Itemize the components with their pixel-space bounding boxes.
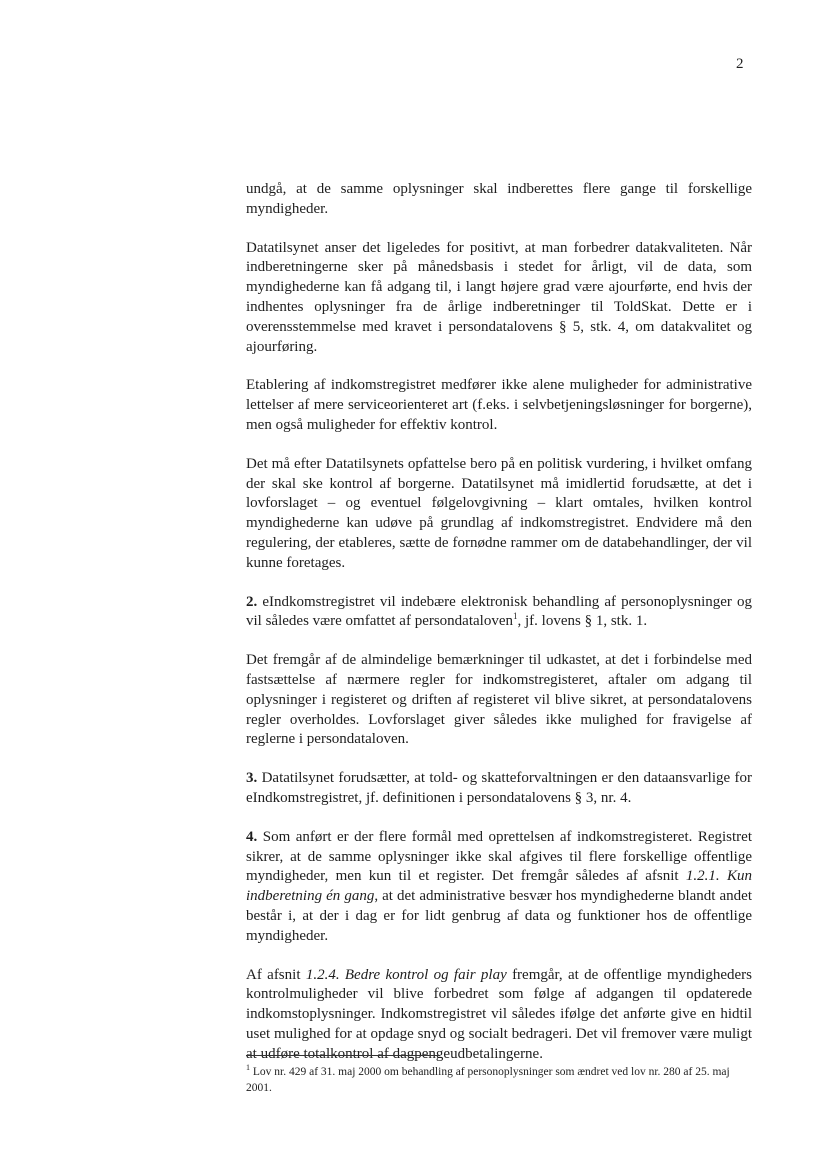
paragraph-text: , at det administrative besvær hos myndighederne blandt andet består i, at der i dag er for lidt genbrug af data og funktioner hos de offentlige myndigheder. bbox=[246, 888, 752, 944]
paragraph: Datatilsynet anser det ligeledes for positivt, at man forbedrer datakvaliteten. Når indberetningerne sker på månedsbasis i stedet for årligt, vil de data, som myndighederne kan få adgang til, i langt højere grad være ajourførte, end hvis der indhentes oplysninger fra de årlige indberetninger til ToldSkat. Dette er i overensstemmelse med kravet i persondatalovens § 5, stk. 4, om datakvalitet og ajourføring. bbox=[246, 239, 752, 355]
section-number: 2. bbox=[246, 593, 258, 610]
paragraph: Det må efter Datatilsynets opfattelse bero på en politisk vurdering, i hvilket omfang der skal ske kontrol af borgerne. Datatilsynet må imidlertid forudsætte, at det i lovforslaget – og eventuel følgelovgivning – klart omtales, hvilken kontrol myndighederne kan udøve på grundlag af indkomstregistret. Endvidere må den regulering, der etableres, sætte de fornødne rammer om de databehandlinger, der vil kunne foretages. bbox=[246, 455, 752, 571]
paragraph-text: eIndkomstregistret vil indebære elektronisk behandling af personoplysninger og vil således være omfattet af persondataloven bbox=[246, 593, 752, 630]
paragraph: Det fremgår af de almindelige bemærkninger til udkastet, at det i forbindelse med fastsættelse af nærmere regler for indkomstregisteret, aftaler om adgang til oplysninger i registeret og driften af registeret vil blive sikret, at persondatalovens regler overholdes. Lovforslaget giver således ikke mulighed for fravigelse af reglerne i persondataloven. bbox=[246, 652, 752, 748]
footnote bbox=[246, 1064, 746, 1096]
paragraph bbox=[246, 769, 752, 809]
footnote-reference[interactable]: 1 bbox=[513, 611, 518, 622]
paragraph-text: fremgår, at de offentlige myndigheders kontrolmuligheder vil blive forbedret som følge af adgangen til opdaterede indkomstoplysninger. Indkomstregistret vil således ifølge det anførte give en hidtil uset mulighed for at opdage snyd og socialt bedrageri. Det vil fremover være muligt at udføre totalkontrol af dagpengeudbetalingerne. bbox=[246, 966, 752, 1062]
paragraph-text: , jf. lovens § 1, stk. 1. bbox=[517, 613, 648, 630]
paragraph bbox=[246, 593, 752, 633]
section-reference: 1.2.1. Kun indberetning én gang bbox=[246, 868, 752, 905]
footnote-mark: 1 bbox=[246, 1063, 250, 1073]
section-reference: 1.2.4. Bedre kontrol og fair play bbox=[305, 966, 507, 983]
footnote-divider bbox=[246, 1055, 440, 1056]
page-number: 2 bbox=[736, 56, 744, 72]
footnote-text: Lov nr. 429 af 31. maj 2000 om behandling af personoplysninger som ændret ved lov nr. 280 af 25. maj 2001. bbox=[246, 1066, 730, 1094]
paragraph-text: Som anført er der flere formål med oprettelsen af indkomstregisteret. Registret sikrer, at de samme oplysninger ikke skal afgives til flere forskellige offentlige myndigheder, men kun til et register. Det fremgår således af afsnit bbox=[246, 828, 752, 885]
paragraph bbox=[246, 966, 752, 1065]
paragraph-text: Af afsnit bbox=[246, 966, 306, 983]
document-body bbox=[246, 180, 752, 1083]
paragraph-text: Datatilsynet forudsætter, at told- og skatteforvaltningen er den dataansvarlige for eIndkomstregistret, jf. definitionen i persondatalovens § 3, nr. 4. bbox=[246, 770, 752, 806]
paragraph: Etablering af indkomstregistret medfører ikke alene muligheder for administrative lettelser af mere serviceorienteret art (f.eks. i selvbetjeningsløsninger for borgerne), men også muligheder for effektiv kontrol. bbox=[246, 377, 752, 433]
section-number: 4. bbox=[246, 828, 258, 845]
section-number: 3. bbox=[246, 770, 258, 787]
paragraph: undgå, at de samme oplysninger skal indberettes flere gange til forskellige myndigheder. bbox=[246, 181, 752, 217]
paragraph bbox=[246, 828, 752, 947]
